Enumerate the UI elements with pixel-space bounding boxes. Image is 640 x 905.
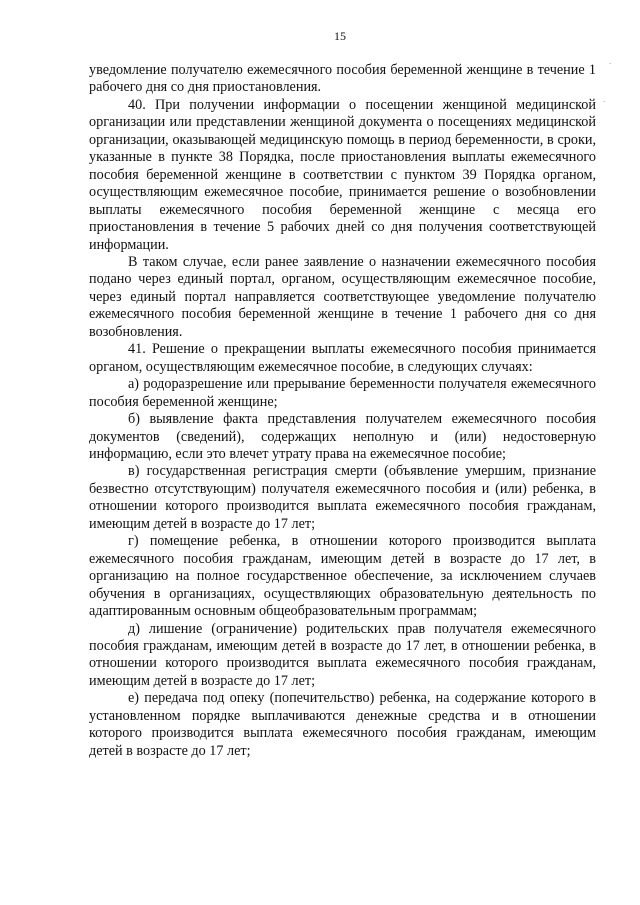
paragraph-item-41-b: б) выявление факта представления получателем ежемесячного пособия документов (сведений), содержащих неполную и (или) недостоверную информацию, если это влечет утрату права на ежемесячное пособие; [89,411,596,462]
paragraph-item-41: 41. Решение о прекращении выплаты ежемесячного пособия принимается органом, осуществляющим ежемесячное пособие, в следующих случаях: [89,341,596,375]
paragraph-item-40: 40. При получении информации о посещении женщиной медицинской организации или представлении женщиной документа о посещениях медицинской организации, оказывающей медицинскую помощь в период беременности, в сроки, указанные в пункте 38 Порядка, после приостановления выплаты ежемесячного пособия беременной женщине в соответствии с пунктом 39 Порядка органом, осуществляющим ежемесячное пособие, принимается решение о возобновлении выплаты ежемесячного пособия беременной женщине с месяца его приостановления в течение 5 рабочих дней со дня получения соответствующей информации. [89,96,596,253]
paragraph-item-41-e: е) передача под опеку (попечительство) ребенка, на содержание которого в установленном порядке выплачиваются денежные средства и в отношении которого производится выплата ежемесячного пособия гражданам, имеющим детей в возрасте до 17 лет; [89,690,596,759]
scan-mark: · [603,98,606,106]
paragraph-item-41-a: а) родоразрешение или прерывание беременности получателя ежемесячного пособия беременной женщине; [89,376,596,410]
document-body [89,62,596,760]
scan-mark: ´ [609,62,612,70]
paragraph-item-41-d: д) лишение (ограничение) родительских прав получателя ежемесячного пособия гражданам, имеющим детей в возрасте до 17 лет, в отношении ребенка, в отношении которого производится выплата ежемесячного пособия гражданам, имеющим детей в возрасте до 17 лет; [89,620,596,689]
paragraph-item-40-portal: В таком случае, если ранее заявление о назначении ежемесячного пособия подано через единый портал, органом, осуществляющим ежемесячное пособие, через единый портал направляется соответствующее уведомление получателю ежемесячного пособия беременной женщине в течение 1 рабочего дня со дня возобновления. [89,253,596,340]
paragraph-continuation: уведомление получателю ежемесячного пособия беременной женщине в течение 1 рабочего дня со дня приостановления. [89,62,596,96]
page-number: 15 [334,29,346,43]
paragraph-item-41-g: г) помещение ребенка, в отношении которого производится выплата ежемесячного пособия гражданам, имеющим детей в возрасте до 17 лет, в организацию на полное государственное обеспечение, за исключением случаев обучения в организациях, осуществляющих образовательную деятельность по адаптированным основным общеобразовательным программам; [89,533,596,620]
paragraph-item-41-v: в) государственная регистрация смерти (объявление умершим, признание безвестно отсутствующим) получателя ежемесячного пособия и (или) ребенка, в отношении которого производится выплата ежемесячного пособия гражданам, имеющим детей в возрасте до 17 лет; [89,463,596,532]
